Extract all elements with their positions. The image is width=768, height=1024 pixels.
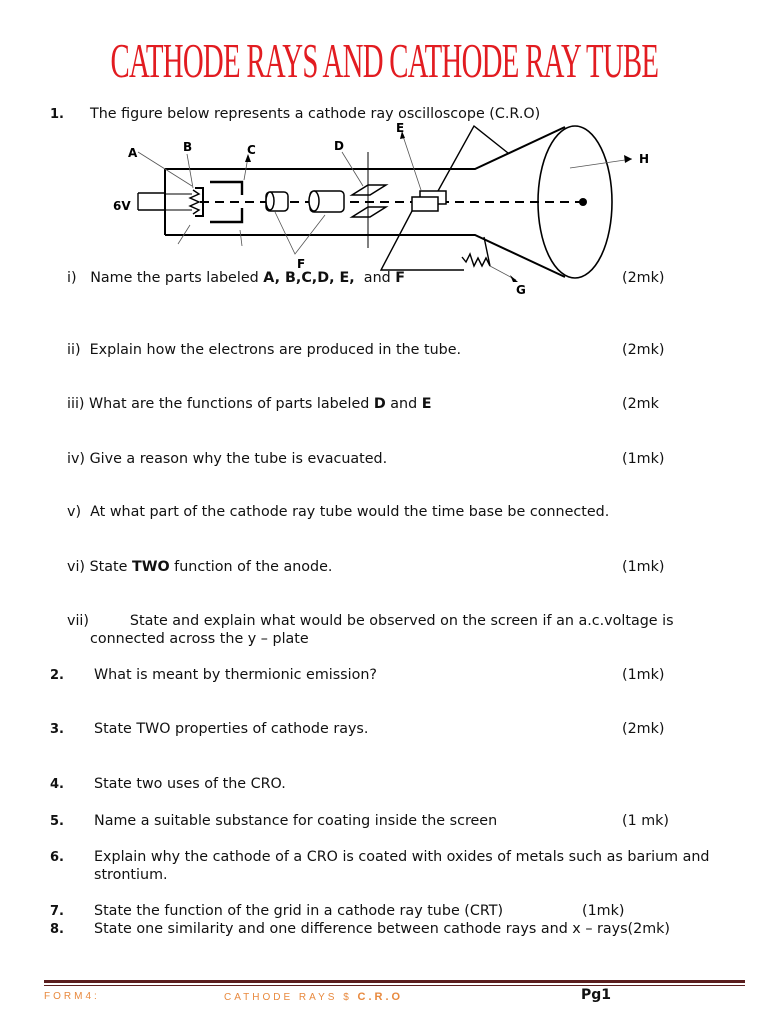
question-text: Name a suitable substance for coating inside the screen bbox=[94, 813, 498, 829]
question-text-cont: strontium. bbox=[94, 867, 168, 883]
figure-label: D bbox=[334, 139, 344, 153]
question-number: 8. bbox=[50, 922, 64, 937]
figure-label: F bbox=[297, 257, 306, 271]
subpart-ii: ii) Explain how the electrons are produced in the tube. bbox=[67, 342, 462, 358]
subpart-vii-cont: connected across the y – plate bbox=[90, 631, 309, 647]
marks: (1mk) bbox=[622, 559, 665, 575]
figure-label: G bbox=[516, 283, 526, 297]
question-number: 6. bbox=[50, 850, 64, 865]
page-number: Pg1 bbox=[581, 987, 612, 1003]
footer-rule bbox=[44, 980, 745, 983]
voltage-label: 6V bbox=[113, 199, 131, 213]
question-text: State the function of the grid in a cathode ray tube (CRT) bbox=[94, 903, 504, 919]
footer-topic: CATHODE RAYS $ C.R.O bbox=[224, 991, 404, 1003]
subpart-i: i) Name the parts labeled A, B,C,D, E, and F bbox=[67, 270, 406, 286]
question-number: 4. bbox=[50, 777, 64, 792]
marks: (1mk) bbox=[622, 667, 665, 683]
subpart-vi: vi) State TWO function of the anode. bbox=[67, 559, 333, 575]
question-number: 1. bbox=[50, 107, 64, 122]
marks: (1 mk) bbox=[622, 813, 670, 829]
marks: (1mk) bbox=[582, 903, 625, 919]
figure-label: C bbox=[247, 143, 256, 157]
subpart-iii: iii) What are the functions of parts labeled D and E bbox=[67, 396, 432, 412]
footer-form: FORM4: bbox=[44, 991, 100, 1002]
subpart-vii: vii) State and explain what would be observed on the screen if an a.c.voltage is bbox=[67, 613, 674, 629]
footer-rule-thin bbox=[44, 985, 745, 986]
question-number: 5. bbox=[50, 814, 64, 829]
question-text: What is meant by thermionic emission? bbox=[94, 667, 377, 683]
question-number: 3. bbox=[50, 722, 64, 737]
figure-label: B bbox=[183, 140, 193, 154]
subpart-iv: iv) Give a reason why the tube is evacuated. bbox=[67, 451, 388, 467]
marks: (2mk) bbox=[622, 270, 665, 286]
page-title: CATHODE RAYS AND CATHODE RAY TUBE bbox=[110, 32, 658, 88]
figure-label: H bbox=[639, 152, 650, 166]
question-number: 2. bbox=[50, 668, 64, 683]
marks: (2mk) bbox=[622, 342, 665, 358]
figure-label: A bbox=[128, 146, 138, 160]
question-text: State TWO properties of cathode rays. bbox=[94, 721, 369, 737]
marks: (2mk) bbox=[622, 721, 665, 737]
figure-label: E bbox=[396, 121, 405, 135]
marks: (2mk bbox=[622, 396, 659, 412]
question-text: Explain why the cathode of a CRO is coated with oxides of metals such as barium and bbox=[94, 849, 710, 865]
question-text: The figure below represents a cathode ray oscilloscope (C.R.O) bbox=[90, 106, 541, 122]
question-text: State one similarity and one difference between cathode rays and x – rays(2mk) bbox=[94, 921, 671, 937]
subpart-v: v) At what part of the cathode ray tube would the time base be connected. bbox=[67, 504, 610, 520]
marks: (1mk) bbox=[622, 451, 665, 467]
question-number: 7. bbox=[50, 904, 64, 919]
question-text: State two uses of the CRO. bbox=[94, 776, 286, 792]
